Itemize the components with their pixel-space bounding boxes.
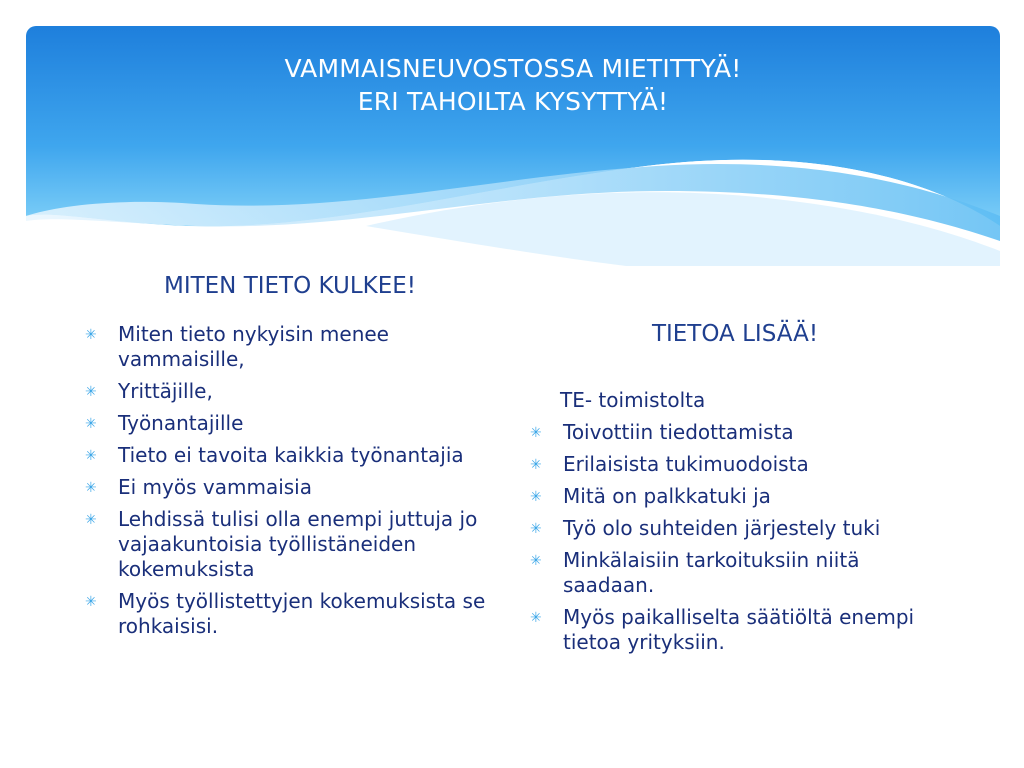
list-item [85,589,505,639]
right-bullet-list [530,420,950,662]
bullet-icon: ✳ [530,610,542,626]
list-item-text: Myös paikalliselta säätiöltä enempi tietoa yrityksiin. [563,605,915,654]
list-item [85,443,505,468]
list-item-text: Erilaisista tukimuodoista [563,452,809,476]
list-item [530,452,950,477]
list-item-text: Tieto ei tavoita kaikkia työnantajia [118,443,464,467]
list-item [530,420,950,445]
list-item [85,322,505,372]
list-item-text: Myös työllistettyjen kokemuksista se rohkaisisi. [118,589,486,638]
bullet-icon: ✳ [85,448,97,464]
left-column-heading: MITEN TIETO KULKEE! [163,273,417,299]
title-line-1: VAMMAISNEUVOSTOSSA MIETITTYÄ! [284,54,742,83]
bullet-icon: ✳ [85,512,97,528]
bullet-icon: ✳ [530,457,542,473]
bullet-icon: ✳ [85,480,97,496]
bullet-icon: ✳ [85,594,97,610]
title-line-2: ERI TAHOILTA KYSYTTYÄ! [357,87,669,116]
bullet-icon: ✳ [530,489,542,505]
list-item [530,484,950,509]
bullet-icon: ✳ [530,521,542,537]
list-item [85,475,505,500]
list-item-text: Toivottiin tiedottamista [563,420,794,444]
bullet-icon: ✳ [85,327,97,343]
list-item-text: Ei myös vammaisia [118,475,312,499]
right-subline: TE- toimistolta [560,388,706,412]
bullet-icon: ✳ [85,416,97,432]
list-item-text: Yrittäjille, [118,379,213,403]
bullet-icon: ✳ [530,425,542,441]
list-item-text: Mitä on palkkatuki ja [563,484,771,508]
right-column-heading: TIETOA LISÄÄ! [651,321,819,347]
list-item-text: Miten tieto nykyisin menee vammaisille, [118,322,389,371]
left-bullet-list [85,322,505,646]
list-item-text: Lehdissä tulisi olla enempi juttuja jo vajaakuntoisia työllistäneiden kokemuksista [118,507,478,581]
bullet-icon: ✳ [85,384,97,400]
list-item [85,379,505,404]
list-item [85,507,505,582]
list-item-text: Minkälaisiin tarkoituksiin niitä saadaan. [563,548,860,597]
list-item [85,411,505,436]
bullet-icon: ✳ [530,553,542,569]
list-item [530,605,950,655]
list-item-text: Työ olo suhteiden järjestely tuki [563,516,881,540]
list-item [530,516,950,541]
list-item [530,548,950,598]
list-item-text: Työnantajille [118,411,244,435]
slide-title [26,52,1000,118]
